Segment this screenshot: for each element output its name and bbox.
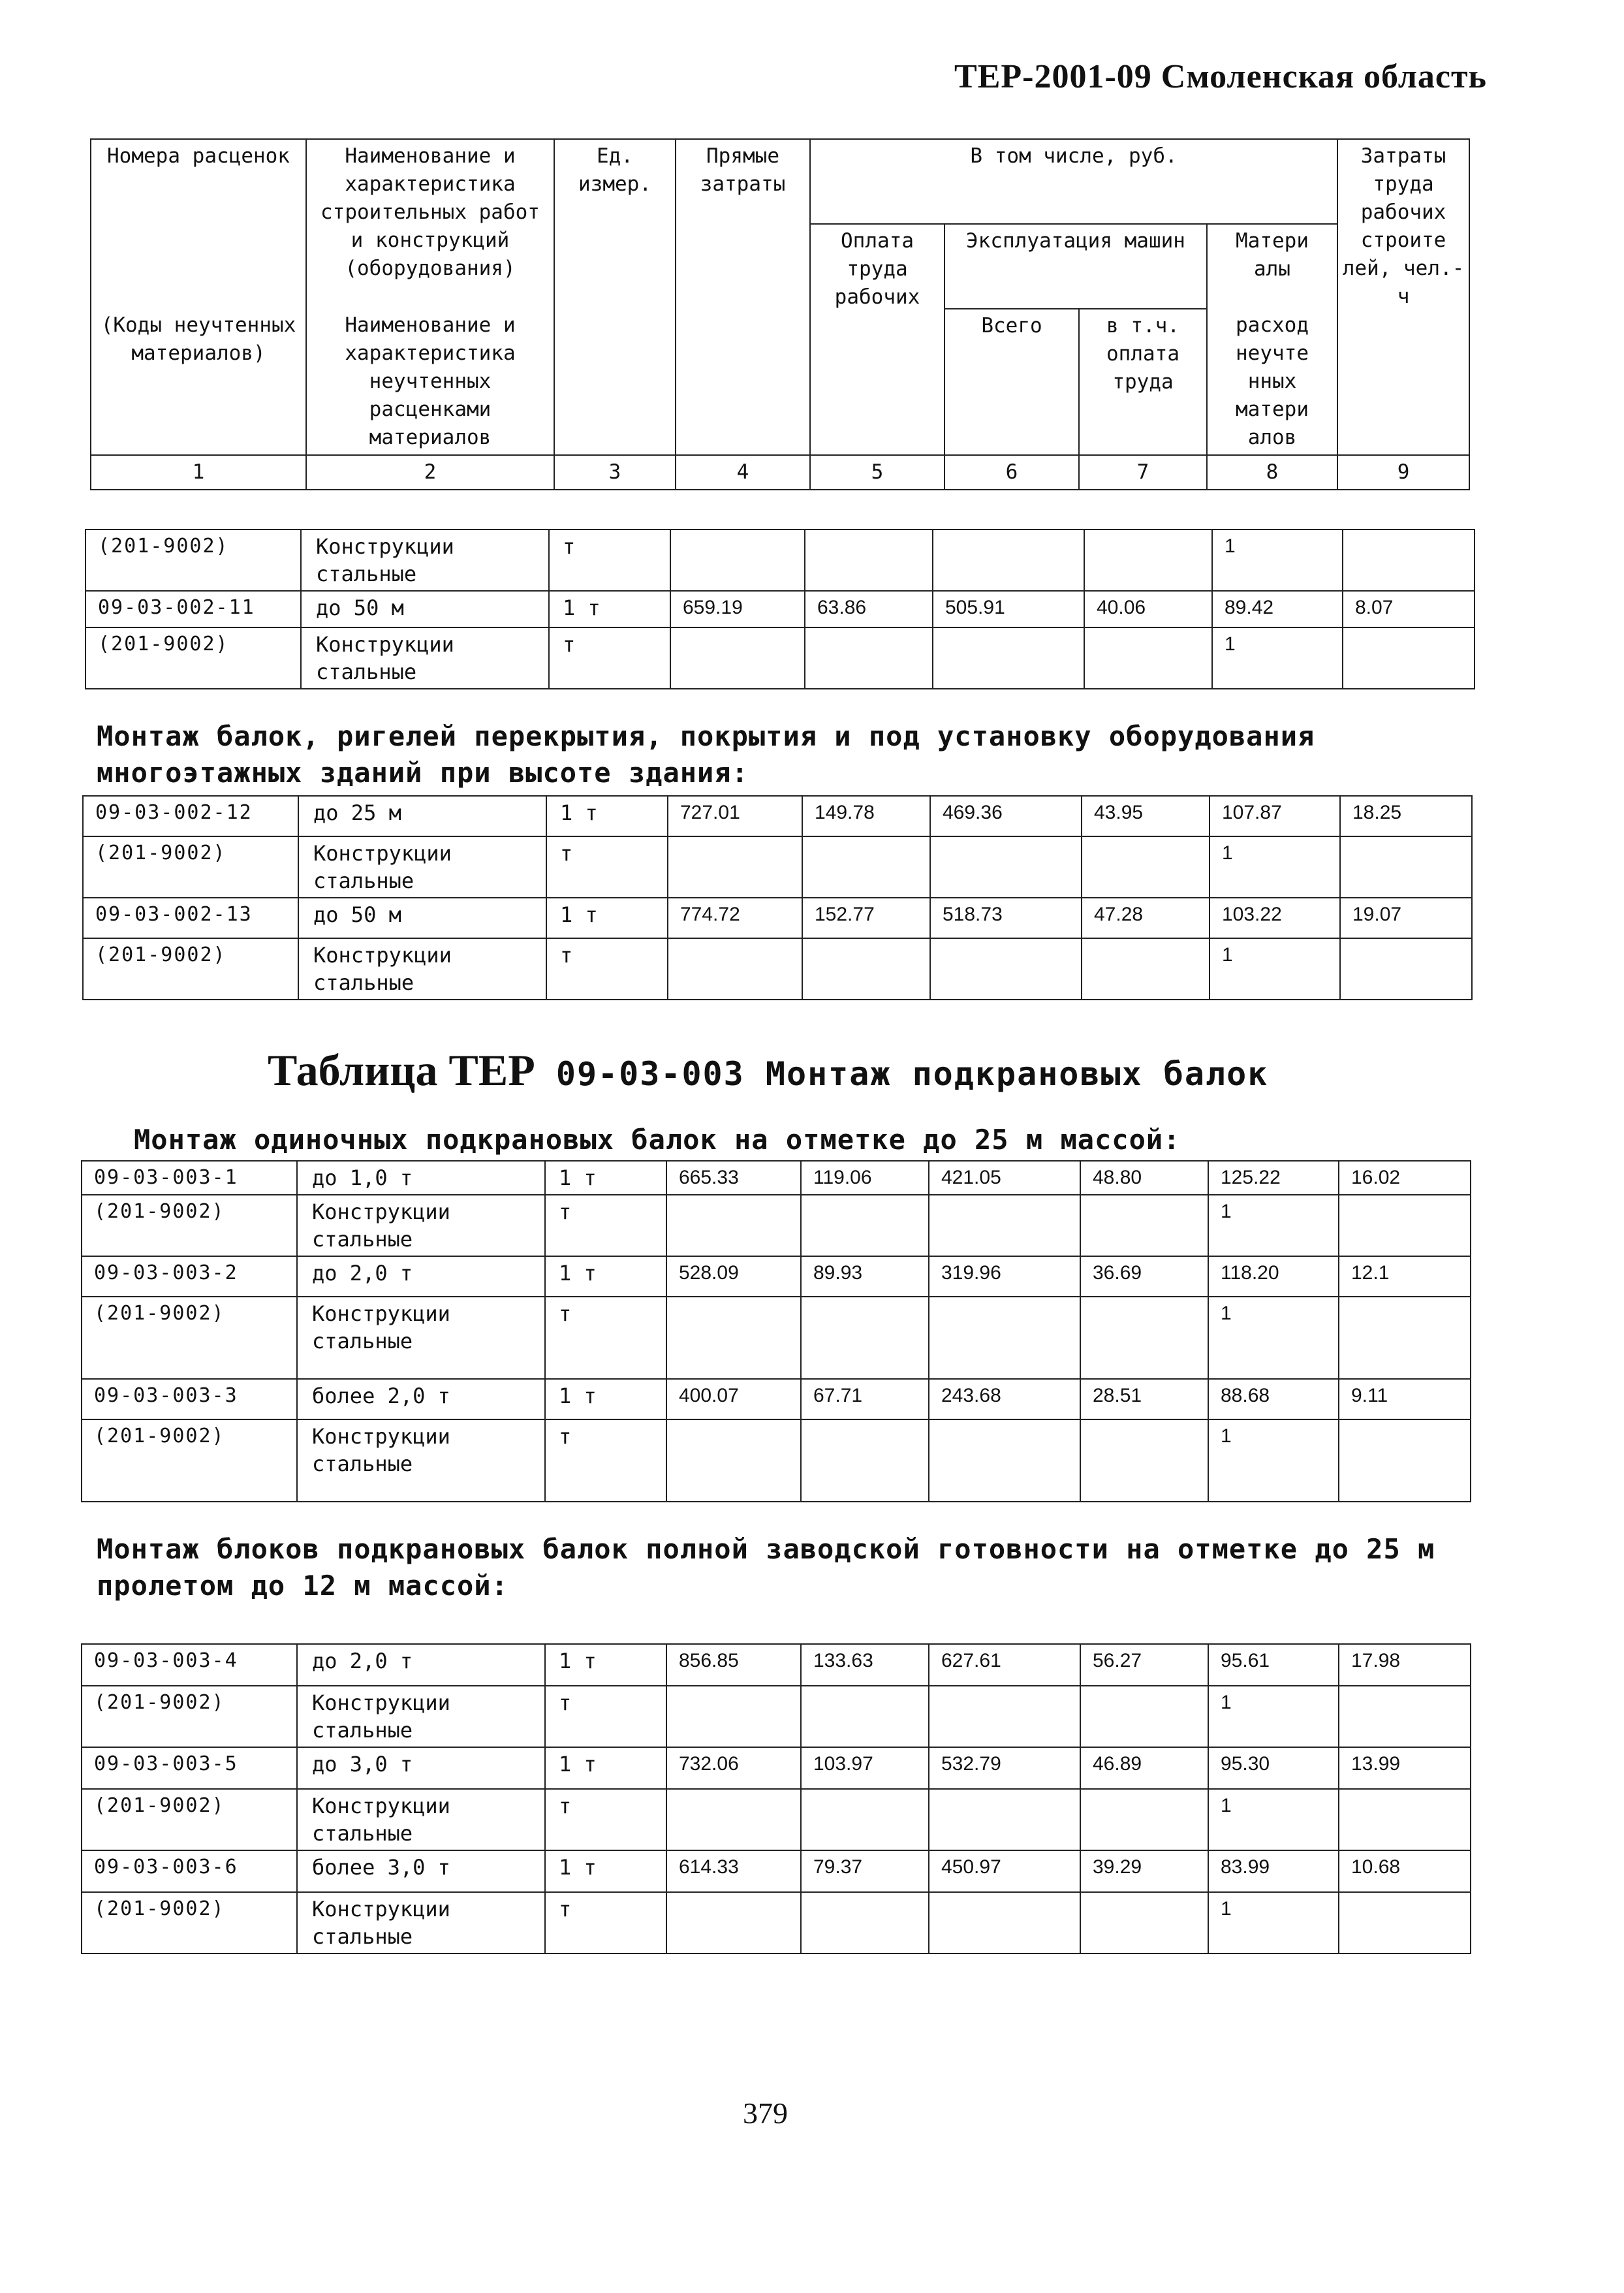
table-row [83,796,1472,836]
cell-unit: 1 т [545,1256,666,1297]
cell-unit: 1 т [545,1644,666,1686]
cell-unit: т [549,627,670,689]
cell-machines-labor: 56.27 [1080,1644,1208,1686]
col-number-3: 3 [554,455,676,490]
cell-direct-cost: 400.07 [666,1379,801,1419]
cell-unit: т [545,1195,666,1256]
cell-name: до 50 м [301,591,549,627]
cell-machines-total: 518.73 [930,898,1082,938]
cell-labor-hours: 17.98 [1339,1644,1471,1686]
cell-code: (201-9002) [86,627,301,689]
cell-direct-cost: 659.19 [670,591,805,627]
cell-labor-pay [801,1419,929,1502]
cell-machines-total [929,1789,1080,1850]
cell-labor-pay [801,1892,929,1953]
cell-code: (201-9002) [82,1297,297,1379]
section-heading-single-beams: Монтаж одиночных подкрановых балок на отметке до 25 м массой: [134,1124,1181,1156]
cell-labor-hours [1340,938,1472,1000]
table-row [83,938,1472,1000]
table-row [82,1644,1471,1686]
header-col3: Ед. измер. [554,139,676,455]
cell-machines-total: 532.79 [929,1747,1080,1789]
cell-labor-pay [805,530,933,591]
table-row [86,530,1475,591]
cell-machines-labor: 36.69 [1080,1256,1208,1297]
cell-machines-total [929,1195,1080,1256]
cell-materials: 1 [1208,1789,1339,1850]
cell-materials: 107.87 [1210,796,1340,836]
cell-unit: 1 т [545,1850,666,1892]
table-row [82,1747,1471,1789]
cell-name: Конструкции стальные [298,938,546,1000]
cell-code: 09-03-003-4 [82,1644,297,1686]
cell-materials: 1 [1210,836,1340,898]
cell-materials: 1 [1208,1892,1339,1953]
header-col1-bottom: (Коды неучтенных материалов) [91,309,306,455]
table-row [82,1892,1471,1953]
cell-direct-cost [666,1419,801,1502]
cell-unit: т [546,938,668,1000]
cell-name: до 3,0 т [297,1747,545,1789]
col-number-1: 1 [91,455,306,490]
cell-unit: т [546,836,668,898]
cell-machines-total: 243.68 [929,1379,1080,1419]
rates-table-2 [82,795,1473,1000]
cell-machines-total: 319.96 [929,1256,1080,1297]
cell-unit: т [545,1686,666,1747]
rates-table-4 [81,1643,1471,1954]
cell-machines-total [929,1892,1080,1953]
cell-direct-cost: 665.33 [666,1161,801,1195]
cell-labor-pay [801,1297,929,1379]
cell-machines-total [929,1297,1080,1379]
cell-code: (201-9002) [83,938,298,1000]
cell-labor-pay: 67.71 [801,1379,929,1419]
cell-name: Конструкции стальные [297,1892,545,1953]
table-row [82,1161,1471,1195]
cell-direct-cost: 727.01 [668,796,802,836]
cell-machines-labor: 39.29 [1080,1850,1208,1892]
section-heading-beams: Монтаж балок, ригелей перекрытия, покрытия и под установку оборудования многоэтажных зданий при высоте здания: [97,720,1315,789]
table-title [268,1045,1268,1096]
cell-materials: 89.42 [1212,591,1343,627]
cell-direct-cost [670,627,805,689]
cell-unit: 1 т [545,1747,666,1789]
cell-labor-pay: 103.97 [801,1747,929,1789]
table-row [83,836,1472,898]
cell-materials: 1 [1208,1195,1339,1256]
cell-code: (201-9002) [82,1195,297,1256]
cell-code: (201-9002) [86,530,301,591]
header-col9: Затраты труда рабочих строите лей, чел.-ч [1337,139,1469,455]
cell-machines-total: 421.05 [929,1161,1080,1195]
cell-direct-cost [668,836,802,898]
cell-labor-hours [1339,1892,1471,1953]
page-number: 379 [743,2096,788,2130]
cell-labor-hours: 10.68 [1339,1850,1471,1892]
cell-machines-labor: 48.80 [1080,1161,1208,1195]
cell-code: 09-03-003-3 [82,1379,297,1419]
cell-unit: 1 т [546,898,668,938]
cell-code: 09-03-002-13 [83,898,298,938]
table-title-text: 09-03-003 Монтаж подкрановых балок [535,1055,1269,1093]
cell-labor-pay [805,627,933,689]
cell-labor-pay: 119.06 [801,1161,929,1195]
cell-name: Конструкции стальные [297,1297,545,1379]
document-title: ТЕР-2001-09 Смоленская область [954,58,1487,95]
cell-name: более 2,0 т [297,1379,545,1419]
table-row [82,1686,1471,1747]
cell-direct-cost [666,1195,801,1256]
cell-machines-total [929,1686,1080,1747]
cell-name: до 25 м [298,796,546,836]
cell-labor-pay [801,1686,929,1747]
cell-materials: 95.61 [1208,1644,1339,1686]
cell-direct-cost: 614.33 [666,1850,801,1892]
cell-unit: т [549,530,670,591]
cell-code: (201-9002) [82,1789,297,1850]
cell-machines-total [929,1419,1080,1502]
cell-name: Конструкции стальные [297,1419,545,1502]
cell-name: Конструкции стальные [297,1686,545,1747]
cell-code: (201-9002) [83,836,298,898]
cell-materials: 1 [1210,938,1340,1000]
col-number-4: 4 [676,455,810,490]
col-number-5: 5 [810,455,945,490]
table-title-prefix: Таблица ТЕР [268,1045,535,1095]
cell-labor-pay [802,836,930,898]
cell-direct-cost: 732.06 [666,1747,801,1789]
cell-labor-pay: 79.37 [801,1850,929,1892]
col-number-9: 9 [1337,455,1469,490]
cell-labor-hours [1343,530,1475,591]
cell-machines-labor [1080,1686,1208,1747]
cell-machines-labor: 46.89 [1080,1747,1208,1789]
cell-labor-hours: 12.1 [1339,1256,1471,1297]
table-row [86,591,1475,627]
rates-table-3 [81,1160,1471,1502]
cell-code: (201-9002) [82,1892,297,1953]
cell-materials: 83.99 [1208,1850,1339,1892]
cell-labor-hours: 9.11 [1339,1379,1471,1419]
col-number-7: 7 [1079,455,1207,490]
cell-unit: 1 т [546,796,668,836]
cell-machines-labor [1080,1419,1208,1502]
col-number-2: 2 [306,455,554,490]
cell-machines-total [930,938,1082,1000]
table-row [82,1419,1471,1502]
cell-materials: 1 [1208,1297,1339,1379]
table-row [82,1256,1471,1297]
header-col8-top: Матери алы [1207,224,1337,309]
cell-machines-total: 627.61 [929,1644,1080,1686]
cell-machines-total: 450.97 [929,1850,1080,1892]
cell-machines-labor [1080,1195,1208,1256]
cell-direct-cost [666,1789,801,1850]
section-heading-beam-blocks: Монтаж блоков подкрановых балок полной заводской готовности на отметке до 25 м пролетом до 12 м массой: [97,1533,1435,1602]
cell-labor-hours: 19.07 [1340,898,1472,938]
cell-machines-labor: 47.28 [1082,898,1210,938]
cell-unit: 1 т [549,591,670,627]
header-col5: Оплата труда рабочих [810,224,945,455]
cell-labor-hours [1339,1195,1471,1256]
cell-direct-cost: 856.85 [666,1644,801,1686]
cell-materials: 118.20 [1208,1256,1339,1297]
cell-labor-hours [1339,1686,1471,1747]
header-col8-bottom: расход неучте нных матери алов [1207,309,1337,455]
cell-name: более 3,0 т [297,1850,545,1892]
cell-name: Конструкции стальные [301,530,549,591]
header-col4: Прямые затраты [676,139,810,455]
table-row [83,898,1472,938]
cell-code: 09-03-003-6 [82,1850,297,1892]
cell-name: до 1,0 т [297,1161,545,1195]
header-col1-top: Номера расценок [91,139,306,309]
table-row [82,1195,1471,1256]
cell-unit: т [545,1297,666,1379]
cell-materials: 125.22 [1208,1161,1339,1195]
header-col6-group: Эксплуатация машин [945,224,1207,309]
cell-machines-labor [1084,530,1212,591]
cell-unit: т [545,1419,666,1502]
table-row [82,1297,1471,1379]
cell-name: Конструкции стальные [297,1195,545,1256]
cell-machines-total [933,530,1084,591]
cell-name: до 50 м [298,898,546,938]
header-table [90,138,1470,490]
cell-code: 09-03-003-1 [82,1161,297,1195]
cell-code: 09-03-002-12 [83,796,298,836]
cell-name: до 2,0 т [297,1644,545,1686]
cell-materials: 103.22 [1210,898,1340,938]
cell-direct-cost: 528.09 [666,1256,801,1297]
cell-machines-labor [1082,836,1210,898]
header-group: В том числе, руб. [810,139,1337,224]
cell-machines-labor: 28.51 [1080,1379,1208,1419]
header-col7: в т.ч. оплата труда [1079,309,1207,455]
cell-machines-labor [1084,627,1212,689]
cell-labor-hours [1339,1789,1471,1850]
cell-direct-cost [670,530,805,591]
cell-code: (201-9002) [82,1686,297,1747]
cell-machines-labor [1080,1297,1208,1379]
cell-labor-pay: 63.86 [805,591,933,627]
cell-labor-pay: 152.77 [802,898,930,938]
cell-materials: 1 [1208,1419,1339,1502]
cell-materials: 1 [1212,530,1343,591]
cell-machines-labor [1080,1892,1208,1953]
header-col2-top: Наименование и характеристика строительных работ и конструкций (оборудования) [306,139,554,309]
cell-labor-hours: 13.99 [1339,1747,1471,1789]
table-row [86,627,1475,689]
header-col6: Всего [945,309,1079,455]
cell-direct-cost [666,1892,801,1953]
cell-labor-hours [1339,1419,1471,1502]
cell-name: Конструкции стальные [301,627,549,689]
header-col2-bottom: Наименование и характеристика неучтенных расценками материалов [306,309,554,455]
cell-labor-hours: 8.07 [1343,591,1475,627]
cell-materials: 95.30 [1208,1747,1339,1789]
cell-direct-cost [666,1297,801,1379]
table-row [82,1789,1471,1850]
cell-materials: 88.68 [1208,1379,1339,1419]
cell-labor-hours [1343,627,1475,689]
cell-labor-pay: 133.63 [801,1644,929,1686]
cell-code: 09-03-003-5 [82,1747,297,1789]
cell-machines-total [930,836,1082,898]
cell-code: (201-9002) [82,1419,297,1502]
cell-labor-hours: 16.02 [1339,1161,1471,1195]
cell-labor-pay [802,938,930,1000]
cell-name: Конструкции стальные [298,836,546,898]
cell-materials: 1 [1208,1686,1339,1747]
col-number-6: 6 [945,455,1079,490]
cell-machines-labor [1080,1789,1208,1850]
cell-name: Конструкции стальные [297,1789,545,1850]
cell-direct-cost: 774.72 [668,898,802,938]
rates-table-1 [85,529,1475,689]
cell-machines-labor: 43.95 [1082,796,1210,836]
cell-labor-hours [1340,836,1472,898]
table-row [82,1850,1471,1892]
cell-labor-hours: 18.25 [1340,796,1472,836]
cell-direct-cost [666,1686,801,1747]
cell-labor-hours [1339,1297,1471,1379]
cell-labor-pay [801,1789,929,1850]
cell-direct-cost [668,938,802,1000]
cell-machines-labor [1082,938,1210,1000]
cell-labor-pay: 149.78 [802,796,930,836]
cell-machines-labor: 40.06 [1084,591,1212,627]
cell-unit: 1 т [545,1379,666,1419]
cell-machines-total: 505.91 [933,591,1084,627]
cell-unit: т [545,1789,666,1850]
cell-labor-pay [801,1195,929,1256]
cell-code: 09-03-002-11 [86,591,301,627]
cell-machines-total: 469.36 [930,796,1082,836]
col-number-8: 8 [1207,455,1337,490]
cell-machines-total [933,627,1084,689]
cell-code: 09-03-003-2 [82,1256,297,1297]
cell-labor-pay: 89.93 [801,1256,929,1297]
cell-materials: 1 [1212,627,1343,689]
table-row [82,1379,1471,1419]
cell-unit: 1 т [545,1161,666,1195]
cell-name: до 2,0 т [297,1256,545,1297]
cell-unit: т [545,1892,666,1953]
